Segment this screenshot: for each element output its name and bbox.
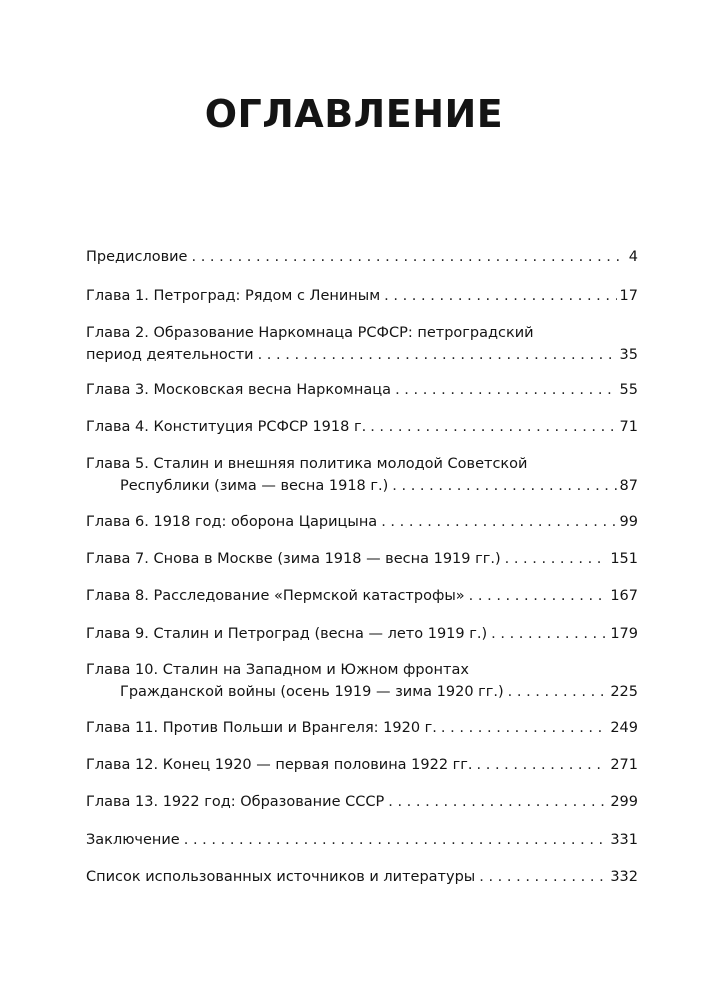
toc-entry-title: Глава 11. Против Польши и Врангеля: 1920 г. (86, 720, 437, 736)
toc-page-number: 87 (619, 478, 638, 494)
toc-page-number: 331 (610, 832, 638, 848)
dot-leader (505, 548, 608, 570)
toc-entry-title: Предисловие (86, 249, 188, 265)
dot-leader (388, 791, 607, 813)
toc-entry-title: Глава 5. Сталин и внешняя политика молодой Советской (86, 456, 528, 472)
toc-entry-title-continued: Гражданской войны (осень 1919 — зима 1920 гг.) (120, 684, 504, 700)
dot-leader (381, 511, 616, 533)
toc-entry-title: Глава 3. Московская весна Наркомнаца (86, 382, 392, 398)
toc-page-number: 249 (610, 720, 638, 736)
dot-leader (491, 623, 607, 645)
toc-entry-title: Глава 7. Снова в Москве (зима 1918 — весна 1919 гг.) (86, 551, 501, 567)
dot-leader (370, 416, 616, 438)
toc-entry-chapter-4 (86, 416, 638, 438)
toc-entry-title: Глава 12. Конец 1920 — первая половина 1922 гг. (86, 757, 473, 773)
toc-entry-title: Глава 1. Петроград: Рядом с Лениным (86, 288, 381, 304)
toc-page-number: 55 (619, 382, 638, 398)
toc-entry-conclusion (86, 829, 638, 851)
toc-entry-chapter-12 (86, 754, 638, 776)
toc-entry-title: Глава 10. Сталин на Западном и Южном фронтах (86, 662, 469, 678)
toc-entry-title: Глава 4. Конституция РСФСР 1918 г. (86, 419, 367, 435)
toc-page-number: 99 (619, 514, 638, 530)
toc-entry-chapter-13 (86, 791, 638, 813)
toc-entry-chapter-5 (86, 453, 638, 497)
toc-page-number: 4 (628, 249, 638, 265)
toc-page-number: 35 (619, 347, 638, 363)
toc-entry-title: Глава 6. 1918 год: оборона Царицына (86, 514, 378, 530)
toc-entry-chapter-8 (86, 585, 638, 607)
toc-page-number: 179 (610, 626, 638, 642)
toc-entry-title: Заключение (86, 832, 180, 848)
toc-page-number: 332 (610, 869, 638, 885)
toc-entry-chapter-10 (86, 659, 638, 703)
page-title: ОГЛАВЛЕНИЕ (204, 92, 504, 136)
dot-leader (477, 754, 608, 776)
toc-entry-chapter-6 (86, 511, 638, 533)
toc-entry-title: Глава 9. Сталин и Петроград (весна — лето 1919 г.) (86, 626, 488, 642)
toc-page-number: 17 (619, 288, 638, 304)
toc-page-number: 271 (610, 757, 638, 773)
toc-entry-chapter-1 (86, 285, 638, 307)
toc-entry-title-continued: период деятельности (86, 347, 254, 363)
dot-leader (479, 866, 607, 888)
dot-leader (469, 585, 608, 607)
toc-entry-bibliography (86, 866, 638, 888)
dot-leader (384, 285, 616, 307)
dot-leader (184, 829, 608, 851)
toc-entry-chapter-9 (86, 623, 638, 645)
toc-entry-chapter-7 (86, 548, 638, 570)
toc-entry-preface (86, 246, 638, 268)
toc-entry-title: Список использованных источников и литературы (86, 869, 476, 885)
toc-page-number: 71 (619, 419, 638, 435)
toc-entry-title: Глава 8. Расследование «Пермской катастрофы» (86, 588, 465, 604)
toc-page-number: 167 (610, 588, 638, 604)
toc-entry-title: Глава 13. 1922 год: Образование СССР (86, 794, 385, 810)
toc-entry-chapter-3 (86, 379, 638, 401)
toc-entry-chapter-11 (86, 717, 638, 739)
dot-leader (395, 379, 616, 401)
dot-leader (441, 717, 607, 739)
toc-page-number: 151 (610, 551, 638, 567)
toc-page-number: 299 (610, 794, 638, 810)
toc-entry-title-continued: Республики (зима — весна 1918 г.) (120, 478, 389, 494)
dot-leader (508, 681, 608, 703)
toc-entry-title: Глава 2. Образование Наркомнаца РСФСР: петроградский (86, 325, 534, 341)
toc-page-number: 225 (610, 684, 638, 700)
dot-leader (191, 246, 625, 268)
dot-leader (258, 344, 617, 366)
toc-entry-chapter-2 (86, 322, 638, 366)
dot-leader (392, 475, 616, 497)
